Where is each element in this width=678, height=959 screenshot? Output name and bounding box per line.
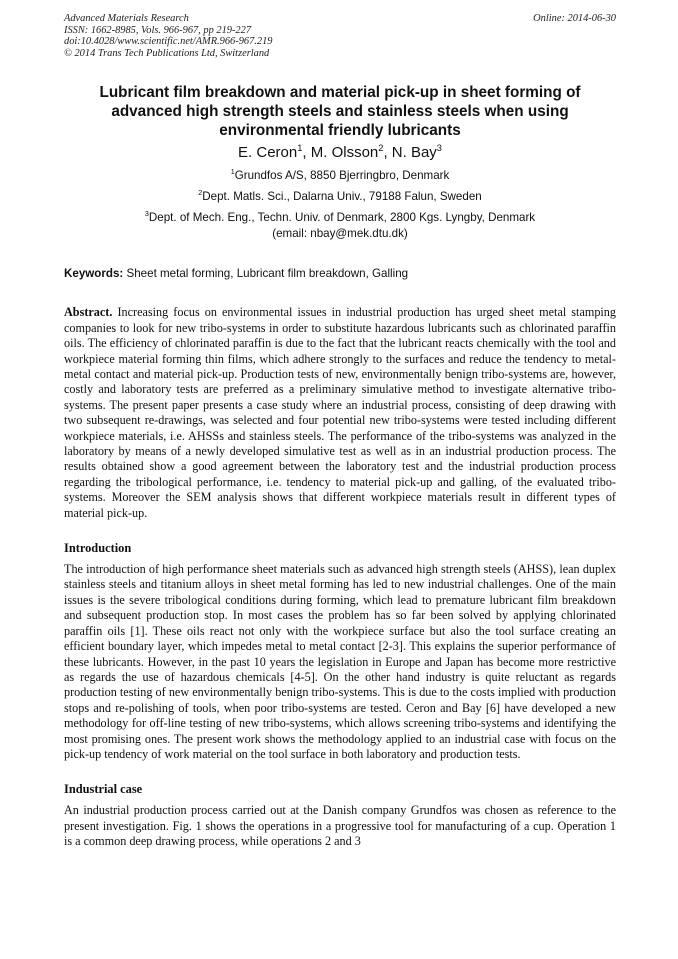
paper-page <box>64 13 616 850</box>
affiliation-3: $^3$Dept. of Mech. Eng., Techn. Univ. of Denmark, 2800 Kgs. Lyngby, Denmark <box>144 209 536 225</box>
copyright-line: © 2014 Trans Tech Publications Ltd, Switzerland <box>64 47 270 59</box>
author: N. Bay$^3$ <box>391 143 442 162</box>
introduction-paragraph: The introduction of high performance sheet materials such as advanced high strength steels (AHSS), lean duplex stainless steels and titanium alloys in sheet metal forming has led to new industrial challenges. One of the main issues is the severe tribological conditions during forming, which lead to premature lubricant film breakdown and subsequent production stop. In most cases the problem has so far been solved by applying chlorinated paraffin oils [1]. These oils react not only with the workpiece surface but also the tool surface creating an efficient boundary layer, which impedes metal to metal contact [2-3]. This explains the superior performance of these lubricants. However, in the past 10 years the legislation in Europe and Japan has become more restrictive as regards the use of hazardous chemicals [4-5]. On the other hand industry is quite reluctant as regards production testing of new environmentally benign tribo-systems. This is due to the costs implied with production stops and re-polishing of tools, when poor tribo-systems are tested. Ceron and Bay [6] have developed a new methodology for off-line testing of new tribo-systems, which allows screening tribo-systems and identifying the most promising ones. The present work shows the methodology applied to an industrial case with focus on the pick-up tendency of work material on the tool surface in both laboratory and production tests. <box>64 562 616 761</box>
author-list <box>64 143 616 163</box>
doi-line: doi:10.4028/www.scientific.net/AMR.966-967.219 <box>64 36 273 48</box>
online-date: Online: 2014-06-30 <box>533 13 616 24</box>
keywords-text: Sheet metal forming, Lubricant film breakdown, Galling <box>123 267 409 281</box>
section-heading-industrial-case: Industrial case <box>64 782 143 797</box>
journal-name: Advanced Materials Research <box>64 13 189 24</box>
issn-line: ISSN: 1662-8985, Vols. 966-967, pp 219-227 <box>64 24 252 36</box>
abstract-label: Abstract. <box>64 305 113 320</box>
affiliation-1: $^1$Grundfos A/S, 8850 Bjerringbro, Denmark <box>230 167 450 183</box>
author: E. Ceron$^1$, <box>238 143 311 162</box>
journal-header <box>64 13 616 59</box>
keywords-label: Keywords: <box>64 267 124 281</box>
abstract <box>64 305 616 521</box>
author: M. Olsson$^2$, <box>310 143 392 162</box>
keywords <box>64 266 616 282</box>
section-heading-introduction: Introduction <box>64 541 132 556</box>
industrial-case-paragraph: An industrial production process carried out at the Danish company Grundfos was chosen as reference to the present investigation. Fig. 1 shows the operations in a progressive tool for manufacturing of a cup. Operation 1 is a common deep drawing process, while operations 2 and 3 <box>64 803 616 849</box>
contact-email: (email: nbay@mek.dtu.dk) <box>272 227 408 241</box>
paper-title: Lubricant film breakdown and material pick-up in sheet forming of advanced high strength steels and stainless steels when using environmental friendly lubricants <box>99 84 581 140</box>
abstract-text: Increasing focus on environmental issues in industrial production has urged sheet metal stamping companies to look for new tribo-systems in order to substitute hazardous lubricants such as chlorinated paraffin oils. The efficiency of chlorinated paraffin is due to the fact that the lubricant reacts chemically with the tool and workpiece material forming thin films, which adhere strongly to the surfaces and reduce the tendency to metal-metal contact and material pick-up. Production tests of new, environmentally benign tribo-systems are, however, costly and laboratory tests are preferred as a preliminary simulative method to investigate alternative tribo-systems. The present paper presents a case study where an industrial process, consisting of deep drawing with two subsequent re-drawings, was selected and four potential new tribo-systems were tested including different workpiece materials, i.e. AHSSs and stainless steels. The performance of the tribo-systems was analyzed in the laboratory by means of a newly developed simulative test as well as in an industrial production process. The results obtained show a good agreement between the laboratory test and the industrial production process regarding the tribological performance, i.e. tendency to material pick-up and galling, of the evaluated tribo-systems. Moreover the SEM analysis shows that different workpiece materials result in different types of material pick-up. <box>64 305 616 520</box>
affiliation-2: $^2$Dept. Matls. Sci., Dalarna Univ., 79188 Falun, Sweden <box>198 188 482 204</box>
